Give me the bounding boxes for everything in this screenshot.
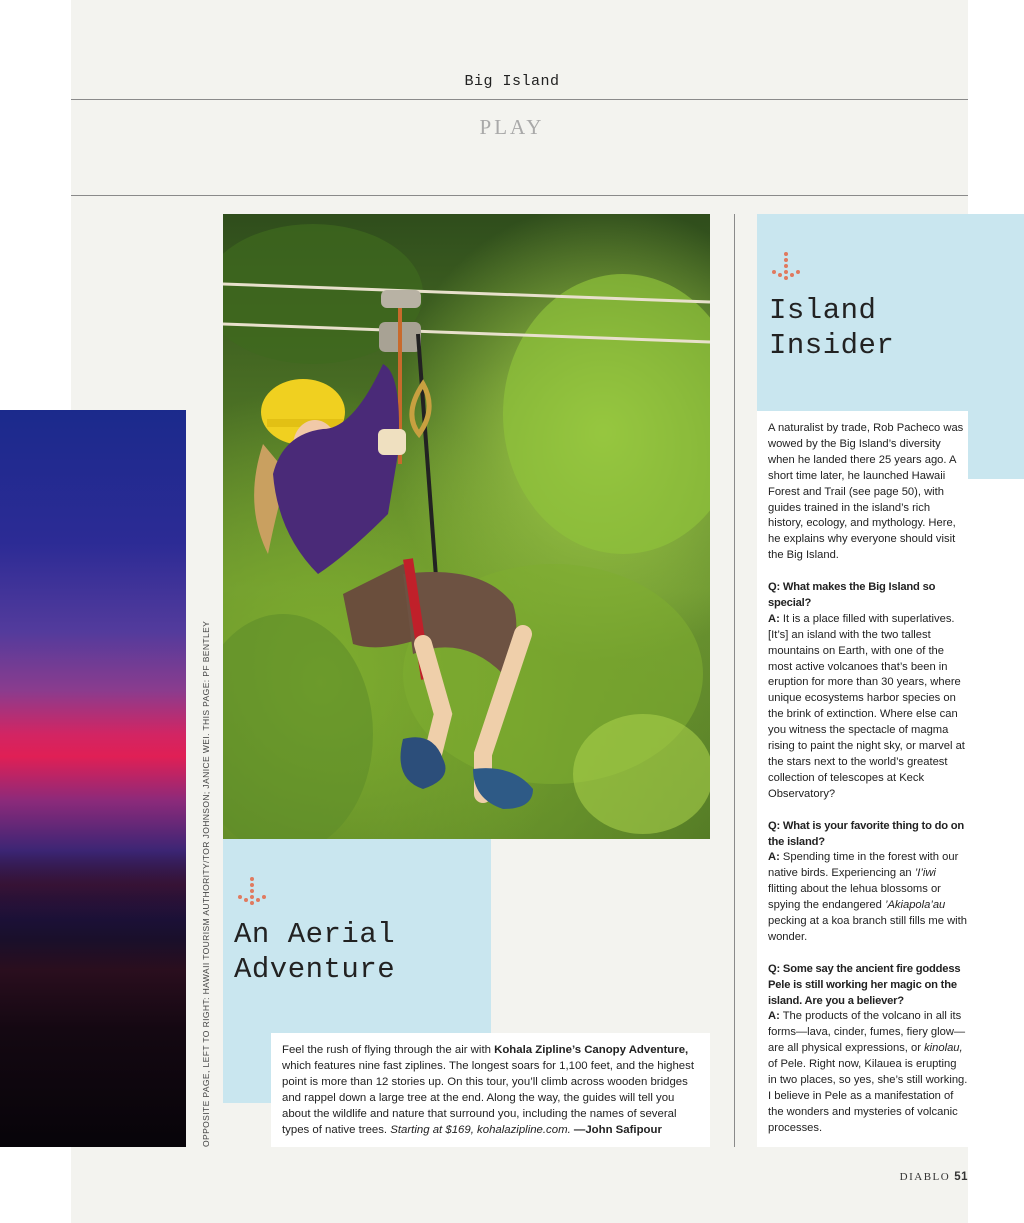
answer-2-part1: Spending time in the forest with our native birds. Experiencing an — [768, 851, 959, 880]
qa-block-3 — [768, 962, 968, 1137]
sunset-horizon — [0, 850, 186, 920]
caption-byline: —John Safipour — [573, 1123, 662, 1136]
insider-heading-line1: Island — [769, 294, 877, 327]
header-rule-bottom — [71, 195, 968, 196]
column-divider — [734, 214, 735, 1147]
caption-price: Starting at $169, kohalazipline.com. — [390, 1123, 571, 1136]
zipline-photo — [223, 214, 710, 839]
page-footer — [900, 1171, 968, 1183]
answer-label: A: — [768, 612, 780, 625]
aerial-heading-line2: Adventure — [234, 953, 396, 986]
photo-credit: OPPOSITE PAGE, LEFT TO RIGHT: HAWAII TOURISM AUTHORITY/TOR JOHNSON; JANICE WEI. THIS PAGE: PF BENTLEY — [201, 620, 211, 1147]
page-number: 51 — [954, 1171, 968, 1183]
caption-intro: Feel the rush of flying through the air with — [282, 1044, 495, 1056]
caption-body: which features nine fast ziplines. The longest soars for 1,100 feet, and the highest point is more than 12 stories up. On this tour, you’ll climb across wooden bridges and rappel down a large tree at the end. Along the way, the guides will tell you about the wildlife and nature that surround you, including the names of several types of native trees. — [282, 1059, 695, 1136]
magazine-name: DIABLO — [899, 1171, 951, 1183]
insider-heading-line2: Insider — [769, 329, 895, 362]
zipline-illustration — [223, 214, 710, 839]
aerial-heading — [234, 917, 395, 987]
insider-intro: A naturalist by trade, Rob Pacheco was wowed by the Big Island’s diversity when he landed there 25 years ago. A short time later, he launched Hawaii Forest and Trail (see page 50), with guides trained in the island’s rich history, ecology, and mythology. Here, he explains why everyone should visit the Big Island. — [768, 422, 964, 562]
question-2: Q: What is your favorite thing to do on the island? — [768, 819, 965, 848]
qa-block-2 — [768, 819, 968, 946]
caption-venue: Kohala Zipline’s Canopy Adventure, — [494, 1044, 689, 1056]
answer-2-part3: pecking at a koa branch still fills me with wonder. — [768, 915, 967, 943]
aerial-heading-line1: An Aerial — [234, 918, 396, 951]
answer-1: It is a place filled with superlatives. [It’s] an island with the two tallest mountains on Earth, with one of the most active volcanoes that’s been in eruption for more than 30 years, where unique ecosystems harbor species on the brink of extinction. Where else can you witness the spectacle of magma rising to paint the night sky, or marvel at the stars next to the world’s greatest collection of telescopes at Keck Observatory? — [768, 612, 965, 800]
answer-label: A: — [768, 851, 780, 864]
header-rule-top — [71, 99, 968, 100]
arrow-down-icon — [236, 876, 268, 910]
bird-name-akiapolaau: ’Akiapola’au — [884, 899, 946, 912]
answer-2-part2: flitting about the lehua blossoms or spying the endangered — [768, 883, 941, 912]
question-3: Q: Some say the ancient fire goddess Pele is still working her magic on the island. Are you a believer? — [768, 962, 961, 1007]
insider-heading — [769, 293, 894, 363]
section-label: PLAY — [479, 115, 545, 139]
term-kinolau: kinolau, — [924, 1042, 963, 1055]
arrow-down-icon — [770, 251, 802, 285]
answer-3-part1: The products of the volcano in all its forms—lava, cinder, fumes, fiery glow—are all physical expressions, or — [768, 1010, 966, 1055]
bird-name-iiwi: ’I’iwi — [914, 867, 936, 880]
qa-block-1 — [768, 580, 968, 803]
question-1: Q: What makes the Big Island so special? — [768, 581, 936, 609]
answer-label: A: — [768, 1010, 780, 1023]
running-header-title: Big Island — [464, 73, 560, 90]
answer-3-part2: of Pele. Right now, Kilauea is erupting in two places, so yes, she’s still working. I believe in Pele as a manifestation of the wonders and mysteries of volcanic processes. — [768, 1058, 968, 1134]
aerial-caption — [282, 1043, 702, 1138]
sunset-photo — [0, 410, 186, 1147]
insider-article — [768, 421, 968, 1153]
